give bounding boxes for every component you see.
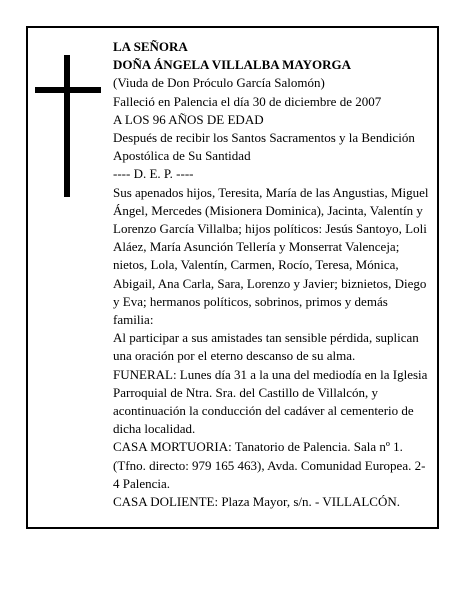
rip-line: ---- D. E. P. ----	[113, 166, 194, 182]
funeral-paragraph: FUNERAL: Lunes día 31 a la una del mediodía en la Iglesia Parroquial de Ntra. Sra. del Castillo de Villalcón, y acontinuación la conducción del cadáver al cementerio de dicha localidad.	[113, 366, 428, 437]
cross-vertical-bar	[64, 55, 70, 197]
death-line: Falleció en Palencia el día 30 de diciembre de 2007	[113, 93, 382, 109]
obituary-text	[113, 38, 431, 511]
family-paragraph: Sus apenados hijos, Teresita, María de las Angustias, Miguel Ángel, Mercedes (Misionera Dominica), Jacinta, Valentín y Lorenzo García Villalba; hijos políticos: Jesús Santoyo, Loli Aláez, María Asunción Tellería y Monserrat Valenceja; nietos, Lola, Valentín, Carmen, Rocío, Teresa, Mónica, Abigail, Ana Carla, Sara, Lorenzo y Javier; biznietos, Diego y Eva; hermanos políticos, sobrinos, primos y demás familia:	[113, 184, 429, 328]
cross-horizontal-bar	[35, 87, 101, 93]
sacraments-line: Después de recibir los Santos Sacramentos y la Bendición Apostólica de Su Santidad	[113, 130, 415, 164]
title-line: LA SEÑORA	[113, 39, 188, 54]
age-line: A LOS 96 AÑOS DE EDAD	[113, 111, 264, 127]
request-paragraph: Al participar a sus amistades tan sensible pérdida, suplican una oración por el eterno descanso de su alma.	[113, 330, 419, 364]
mourning-house-paragraph: CASA DOLIENTE: Plaza Mayor, s/n. - VILLALCÓN.	[113, 494, 401, 510]
mortuary-paragraph: CASA MORTUORIA: Tanatorio de Palencia. Sala nº 1. (Tfno. directo: 979 165 463), Avda. Comunidad Europea. 2-4 Palencia.	[113, 439, 426, 491]
widow-line: (Viuda de Don Próculo García Salomón)	[113, 75, 325, 91]
deceased-name: DOÑA ÁNGELA VILLALBA MAYORGA	[113, 57, 352, 73]
cross-icon	[35, 55, 101, 197]
